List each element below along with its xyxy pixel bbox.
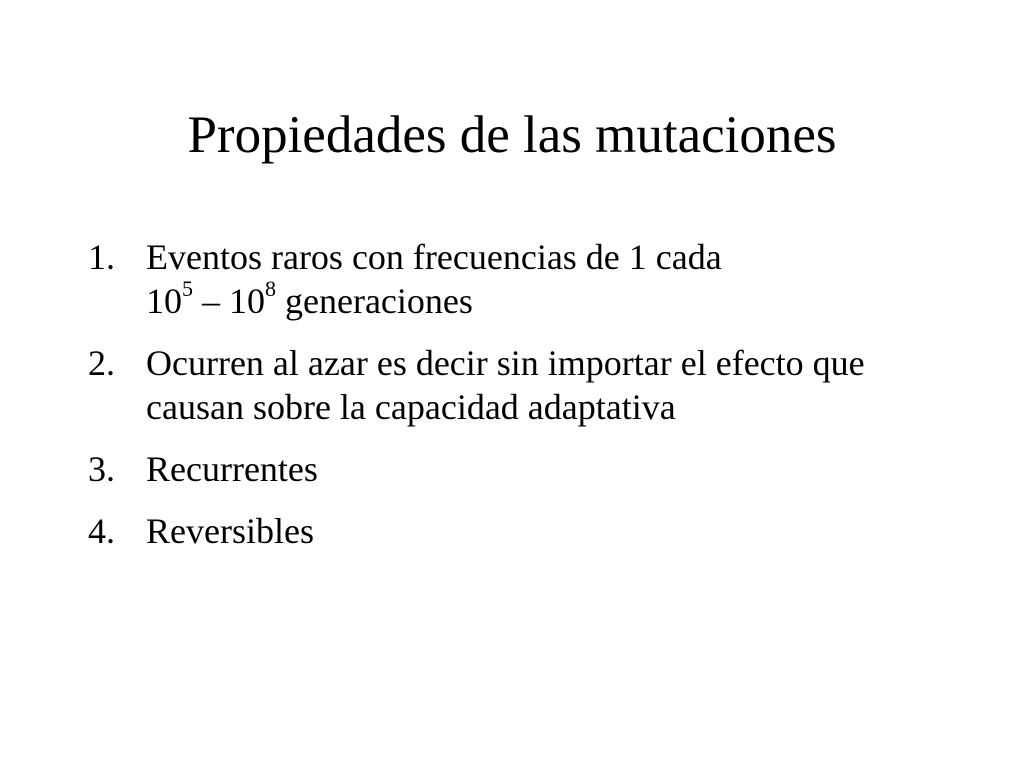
item-number: 3.	[88, 449, 115, 489]
item-number: 1.	[88, 237, 115, 277]
item-text	[146, 235, 908, 323]
slide-title: Propiedades de las mutaciones	[187, 106, 837, 164]
list-item	[88, 509, 908, 553]
range-dash: –	[193, 281, 229, 321]
list-item	[88, 341, 908, 429]
item-text: Ocurren al azar es decir sin importar el efecto que causan sobre la capacidad adaptativa	[146, 343, 865, 427]
list-item	[88, 447, 908, 491]
item-text: Reversibles	[146, 511, 314, 551]
frequency-exponent-1: 5	[182, 276, 193, 301]
item-text-line: Eventos raros con frecuencias de 1 cada	[146, 237, 722, 277]
item-text: Recurrentes	[146, 449, 318, 489]
item-number: 2.	[88, 343, 115, 383]
list-item	[88, 235, 908, 323]
frequency-base-2: 10	[229, 281, 265, 321]
frequency-base-1: 10	[146, 281, 182, 321]
numbered-list	[88, 235, 908, 571]
item-text-rest: generaciones	[276, 281, 473, 321]
item-number: 4.	[88, 511, 115, 551]
frequency-exponent-2: 8	[265, 276, 276, 301]
